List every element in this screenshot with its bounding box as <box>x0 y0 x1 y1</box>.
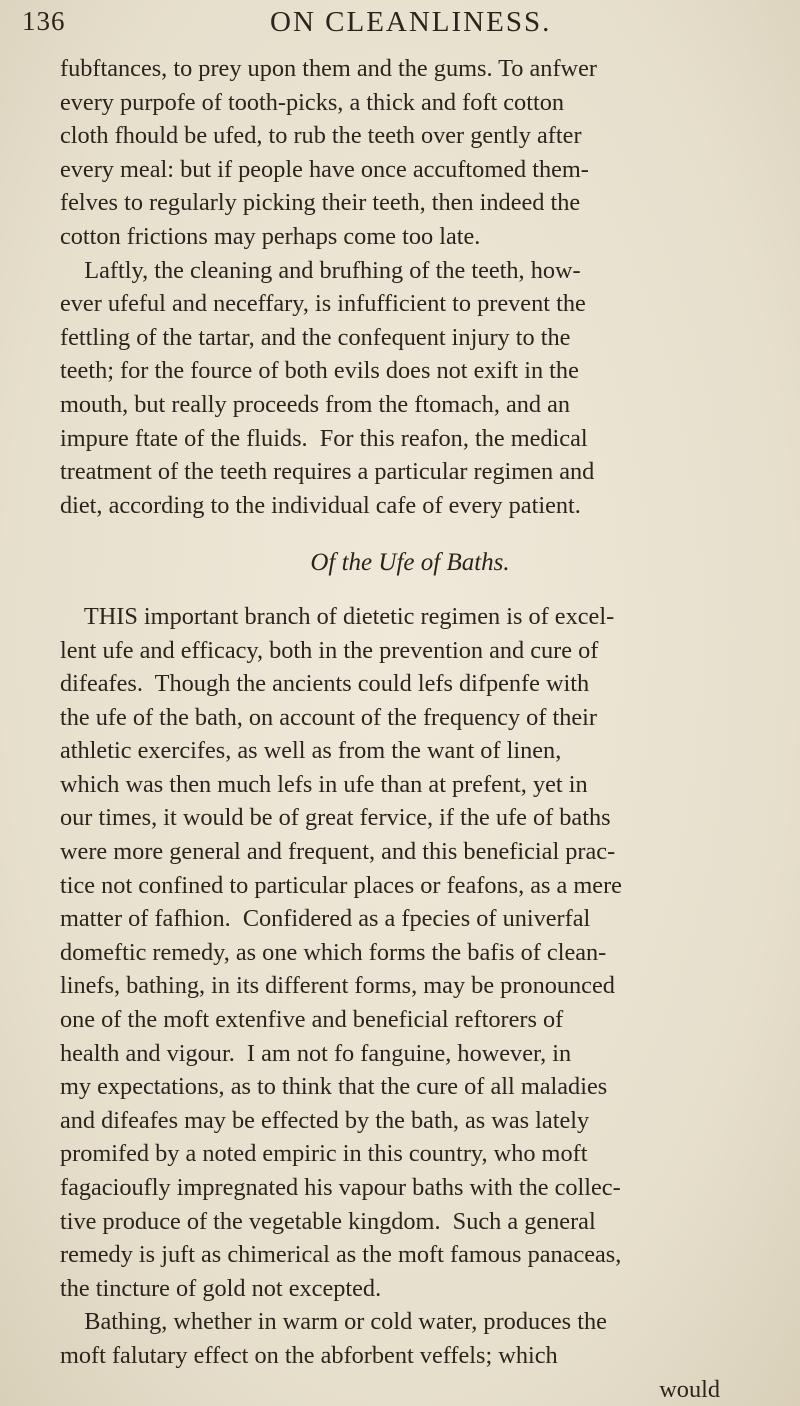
text-line: impure ftate of the fluids. For this reafon, the medical <box>60 424 588 452</box>
text-line: our times, it would be of great fervice, if the ufe of baths <box>60 804 611 832</box>
text-line: tive produce of the vegetable kingdom. Such a general <box>60 1207 596 1235</box>
text-line: difeafes. Though the ancients could lefs difpenfe with <box>60 670 590 698</box>
text-line: matter of fafhion. Confidered as a fpecies of univerfal <box>60 905 591 933</box>
text-line: domeftic remedy, as one which forms the bafis of clean- <box>60 938 607 966</box>
text-line: the ufe of the bath, on account of the frequency of their <box>60 703 598 731</box>
text-line: tice not confined to particular places or feafons, as a mere <box>60 871 622 899</box>
section-heading: Of the Ufe of Baths. <box>310 549 510 577</box>
page-header <box>22 6 782 46</box>
text-line: moft falutary effect on the abforbent veffels; which <box>60 1341 558 1369</box>
text-line: were more general and frequent, and this beneficial prac- <box>60 838 616 866</box>
text-line: and difeafes may be effected by the bath, as was lately <box>60 1106 590 1134</box>
running-head: ON CLEANLINESS. <box>270 6 552 38</box>
paragraph-block-teeth <box>60 52 760 522</box>
text-line: the tincture of gold not excepted. <box>60 1274 382 1302</box>
text-line: diet, according to the individual cafe of every patient. <box>60 491 581 519</box>
text-line: mouth, but really proceeds from the ftomach, and an <box>60 390 571 418</box>
text-line: cotton frictions may perhaps come too late. <box>60 222 481 250</box>
text-line: fubftances, to prey upon them and the gums. To anfwer <box>60 55 597 82</box>
text-line: lent ufe and efficacy, both in the prevention and cure of <box>60 636 599 664</box>
text-line: fagacioufly impregnated his vapour baths with the collec- <box>60 1174 621 1201</box>
page-number: 136 <box>22 6 66 36</box>
text-line: athletic exercifes, as well as from the want of linen, <box>60 737 562 765</box>
text-line: THIS important branch of dietetic regimen is of excel- <box>60 602 615 630</box>
text-line: one of the moft extenfive and beneficial reftorers of <box>60 1006 564 1034</box>
text-line: every purpofe of tooth-picks, a thick and foft cotton <box>60 88 565 116</box>
text-line: which was then much lefs in ufe than at prefent, yet in <box>60 770 588 798</box>
text-line: fettling of the tartar, and the confequent injury to the <box>60 323 571 351</box>
paragraph-block-baths <box>60 600 760 1373</box>
text-line: health and vigour. I am not fo fanguine, however, in <box>60 1039 572 1067</box>
text-line: teeth; for the fource of both evils does not exift in the <box>60 357 579 385</box>
body-text <box>60 52 760 1406</box>
text-line: Laftly, the cleaning and brufhing of the teeth, how- <box>60 256 581 284</box>
text-line: my expectations, as to think that the cure of all maladies <box>60 1073 608 1101</box>
text-line: linefs, bathing, in its different forms, may be pronounced <box>60 972 615 1000</box>
text-line: felves to regularly picking their teeth, then indeed the <box>60 189 581 217</box>
text-line: promifed by a noted empiric in this country, who moft <box>60 1140 588 1168</box>
text-line: Bathing, whether in warm or cold water, produces the <box>60 1308 607 1336</box>
text-line: remedy is juft as chimerical as the moft famous panaceas, <box>60 1241 622 1269</box>
text-line: treatment of the teeth requires a particular regimen and <box>60 458 595 486</box>
text-line: every meal: but if people have once accuftomed them- <box>60 155 589 183</box>
text-line: cloth fhould be ufed, to rub the teeth over gently after <box>60 122 582 150</box>
text-line: ever ufeful and neceffary, is infufficient to prevent the <box>60 290 586 318</box>
catchword: would <box>659 1375 720 1403</box>
